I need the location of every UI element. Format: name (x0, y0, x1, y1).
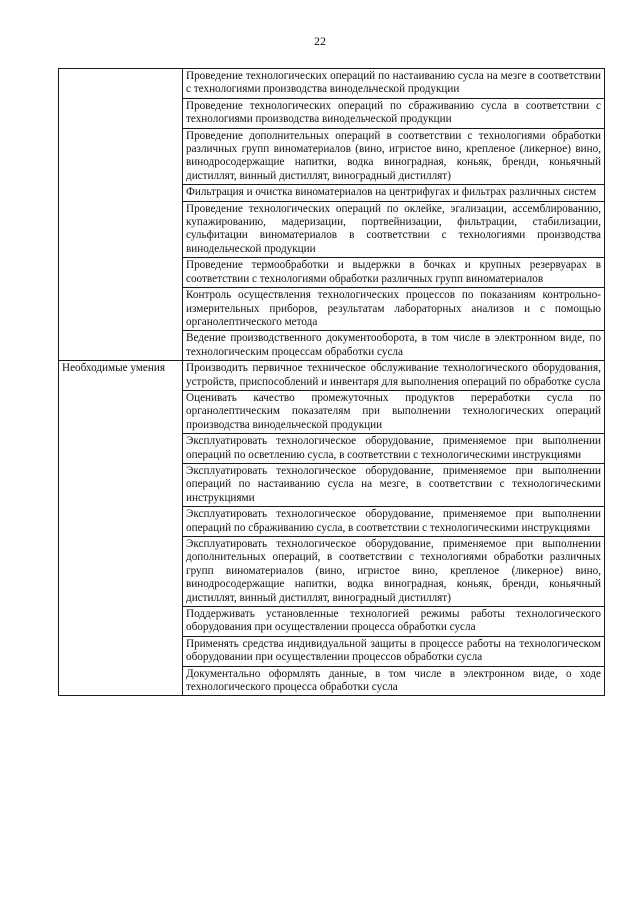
table-cell: Проведение термообработки и выдержки в бочках и крупных резервуарах в соответствии с технологиями обработки различных групп виноматериалов (183, 258, 605, 288)
table-cell: Оценивать качество промежуточных продуктов переработки сусла по органолептическим показателям при выполнении технологических операций производства винодельческой продукции (183, 390, 605, 433)
table-cell: Проведение технологических операций по сбраживанию сусла в соответствии с технологиями производства винодельческой продукции (183, 98, 605, 128)
table-row (59, 361, 605, 391)
table-cell: Применять средства индивидуальной защиты в процессе работы на технологическом оборудовании при осуществлении процессов обработки сусла (183, 636, 605, 666)
table-cell: Контроль осуществления технологических процессов по показаниям контрольно-измерительных приборов, результатам лабораторных анализов и с помощью органолептического метода (183, 288, 605, 331)
table-cell: Проведение технологических операций по настаиванию сусла на мезге в соответствии с технологиями производства винодельческой продукции (183, 69, 605, 99)
section-label-empty (59, 69, 183, 361)
table-cell: Эксплуатировать технологическое оборудование, применяемое при выполнении дополнительных операций, в соответствии с технологиями обработки различных групп виноматериалов (вино, игристое вино, крепленое (ликерное) вино, винодросодержащие напитки, водка виноградная, коньяк, бренди, коньячный дистиллят, винный дистиллят, виноградный дистиллят) (183, 537, 605, 607)
table-cell: Эксплуатировать технологическое оборудование, применяемое при выполнении операций по сбраживанию сусла, в соответствии с технологическими инструкциями (183, 507, 605, 537)
table-cell: Поддерживать установленные технологией режимы работы технологического оборудования при осуществлении процесса обработки сусла (183, 607, 605, 637)
section-label-skills: Необходимые умения (59, 361, 183, 696)
table-cell: Проведение технологических операций по оклейке, эгализации, ассемблированию, купажированию, мадеризации, портвейнизации, фильтрации, стабилизации, сульфитации виноматериалов в соответствии с технологиями производства винодельческой продукции (183, 201, 605, 258)
table-cell: Ведение производственного документооборота, в том числе в электронном виде, по технологическим процессам обработки сусла (183, 331, 605, 361)
table-cell: Документально оформлять данные, в том числе в электронном виде, о ходе технологического процесса обработки сусла (183, 666, 605, 696)
table-row (59, 69, 605, 99)
table-cell: Производить первичное техническое обслуживание технологического оборудования, устройств, приспособлений и инвентаря для выполнения операций по обработке сусла (183, 361, 605, 391)
table-cell: Фильтрация и очистка виноматериалов на центрифугах и фильтрах различных систем (183, 185, 605, 201)
competency-table (58, 68, 605, 696)
page-number: 22 (314, 34, 326, 48)
table-cell: Эксплуатировать технологическое оборудование, применяемое при выполнении операций по настаиванию сусла на мезге, в соответствии с технологическими инструкциями (183, 463, 605, 506)
table-cell: Эксплуатировать технологическое оборудование, применяемое при выполнении операций по осветлению сусла, в соответствии с технологическими инструкциями (183, 434, 605, 464)
table-cell: Проведение дополнительных операций в соответствии с технологиями обработки различных групп виноматериалов (вино, игристое вино, крепленое (ликерное) вино, винодросодержащие напитки, водка виноградная, коньяк, бренди, коньячный дистиллят, винный дистиллят, виноградный дистиллят) (183, 128, 605, 185)
